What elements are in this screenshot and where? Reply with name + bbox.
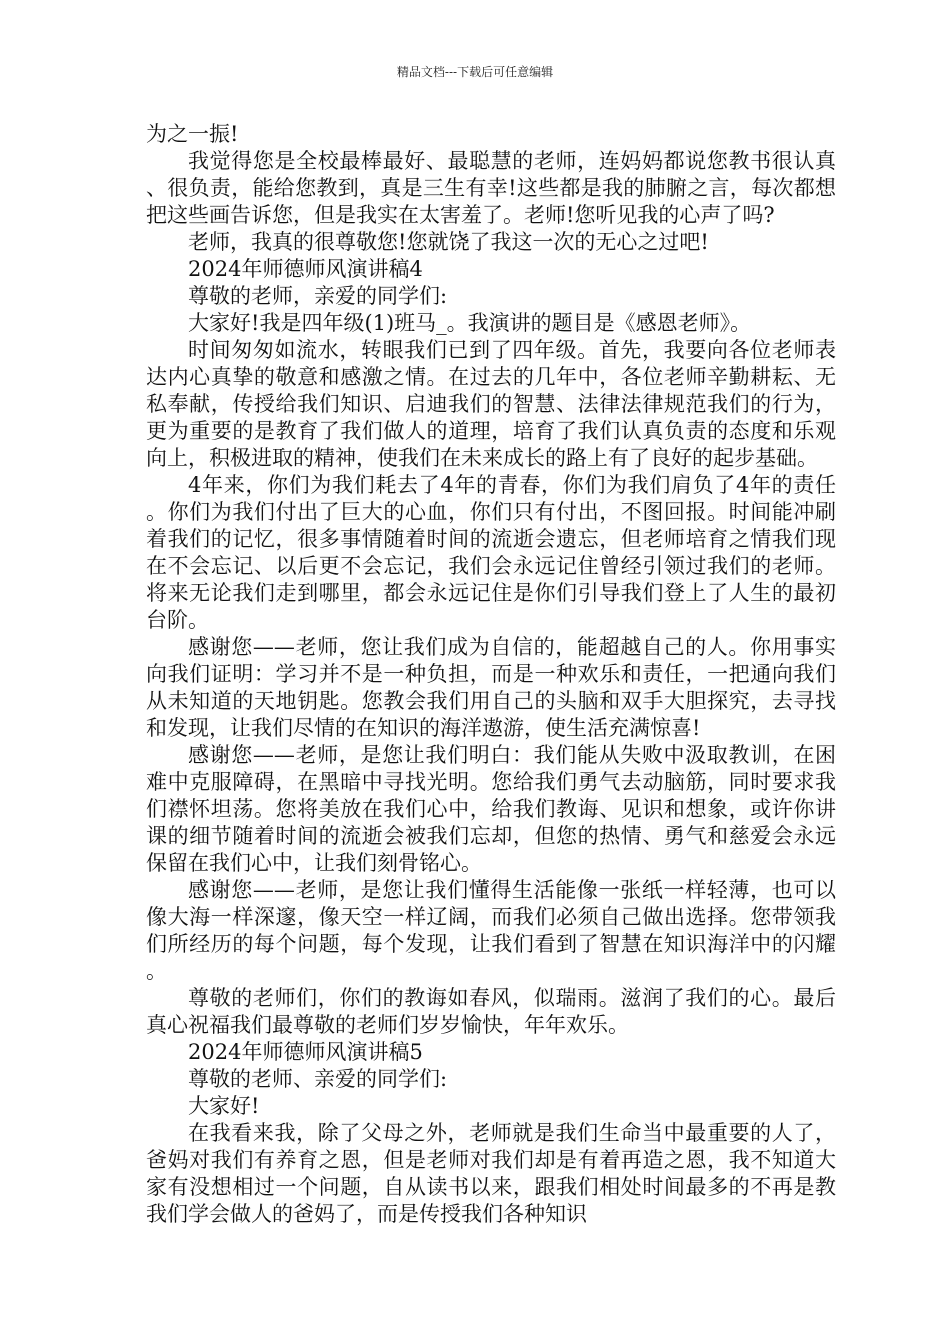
paragraph: 感谢您——老师，是您让我们懂得生活能像一张纸一样轻薄，也可以像大海一样深邃，像天空一样辽阔，而我们必须自己做出选择。您带领我们所经历的每个问题，每个发现，让我们看到了智慧在知识海洋中的闪耀。 [146,878,836,983]
greeting: 大家好! [188,1094,260,1118]
paragraph: 我觉得您是全校最棒最好、最聪慧的老师，连妈妈都说您教书很认真、很负责，能给您教到，真是三生有幸!这些都是我的肺腑之言，每次都想把这些画告诉您，但是我实在太害羞了。老师!您听见我的心声了吗? [146,149,836,227]
paragraph: 时间匆匆如流水，转眼我们已到了四年级。首先，我要向各位老师表达内心真挚的敬意和感激之情。在过去的几年中，各位老师辛勤耕耘、无私奉献，传授给我们知识、启迪我们的智慧、法律法律规范我们的行为，更为重要的是教育了我们做人的道理，培育了我们认真负责的态度和乐观向上，积极进取的精神，使我们在未来成长的路上有了良好的起步基础。 [146,338,836,470]
paragraph: 感谢您——老师，是您让我们明白：我们能从失败中汲取教训，在困难中克服障碍，在黑暗中寻找光明。您给我们勇气去动脑筋，同时要求我们襟怀坦荡。您将美放在我们心中，给我们教诲、见识和想象，或许你讲课的细节随着时间的流逝会被我们忘却，但您的热情、勇气和慈爱会永远保留在我们心中，让我们刻骨铭心。 [146,743,836,875]
paragraph: 在我看来我，除了父母之外，老师就是我们生命当中最重要的人了，爸妈对我们有养育之恩，但是老师对我们却是有着再造之恩，我不知道大家有没想相过一个问题，自从读书以来，跟我们相处时间最多的不再是教我们学会做人的爸妈了，而是传授我们各种知识 [146,1121,836,1226]
paragraph: 尊敬的老师们，你们的教诲如春风，似瑞雨。滋润了我们的心。最后真心祝福我们最尊敬的老师们岁岁愉快，年年欢乐。 [146,986,836,1037]
paragraph: 为之一振! [146,122,239,146]
section-heading: 2024年师德师风演讲稿4 [188,257,423,281]
paragraph: 大家好!我是四年级(1)班马_。我演讲的题目是《感恩老师》。 [188,311,752,335]
salutation: 尊敬的老师、亲爱的同学们: [188,1067,448,1091]
paragraph: 感谢您——老师，您让我们成为自信的，能超越自己的人。你用事实向我们证明：学习并不是一种负担，而是一种欢乐和责任，一把通向我们从未知道的天地钥匙。您教会我们用自己的头脑和双手大胆探究，去寻找和发现，让我们尽情的在知识的海洋遨游，使生活充满惊喜! [146,635,836,740]
page-header: 精品文档---下载后可任意编辑 [396,65,554,79]
document-body [146,121,836,1228]
paragraph: 老师，我真的很尊敬您!您就饶了我这一次的无心之过吧! [188,230,709,254]
section-heading: 2024年师德师风演讲稿5 [188,1040,423,1064]
salutation: 尊敬的老师，亲爱的同学们: [188,284,448,308]
paragraph: 4年来，你们为我们耗去了4年的青春，你们为我们肩负了4年的责任。你们为我们付出了巨大的心血，你们只有付出，不图回报。时间能冲刷着我们的记忆，很多事情随着时间的流逝会遗忘，但老师培育之情我们现在不会忘记、以后更不会忘记，我们会永远记住曾经引领过我们的老师。将来无论我们走到哪里，都会永远记住是你们引导我们登上了人生的最初台阶。 [146,473,836,632]
